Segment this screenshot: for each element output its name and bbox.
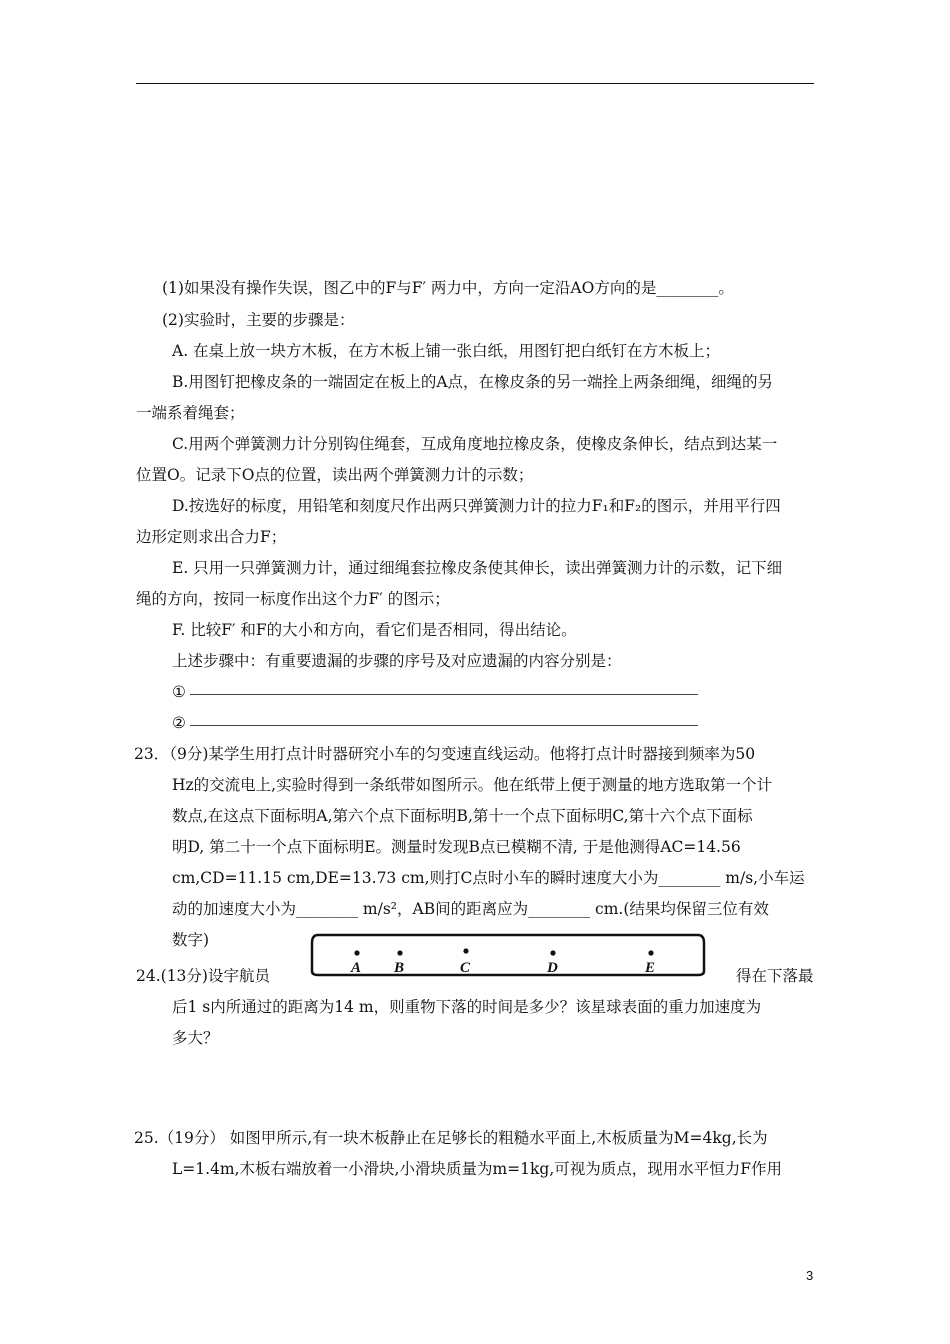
tape-label-e: E: [645, 960, 656, 976]
paper-tape-figure: [308, 929, 708, 979]
tape-dot-e: [648, 950, 653, 955]
q23-line1: 23．（9分)某学生用打点计时器研究小车的匀变速直线运动。他将打点计时器接到频率为50: [134, 745, 756, 763]
page-number: 3: [806, 1268, 814, 1283]
tape-right-edge: [698, 935, 704, 975]
tape-dot-c: [463, 948, 468, 953]
tape-dot-d: [550, 950, 555, 955]
q22-part2-title: (2)实验时，主要的步骤是：: [162, 311, 355, 329]
tape-label-b: B: [394, 960, 405, 976]
step-c-line1: C.用两个弹簧测力计分别钩住绳套，互成角度地拉橡皮条，使橡皮条伸长，结点到达某一: [172, 435, 778, 453]
tape-label-c: C: [460, 960, 471, 976]
step-d-line1: D.按选好的标度，用铅笔和刻度尺作出两只弹簧测力计的拉力F₁和F₂的图示，并用平行四: [172, 497, 781, 515]
q23-line6: 动的加速度大小为________ m/s²，AB间的距离应为________ cm.(结果均保留三位有效: [172, 900, 769, 918]
q23-line7: 数字): [172, 931, 210, 949]
q25-line1: 25.（19分） 如图甲所示,有一块木板静止在足够长的粗糙水平面上,木板质量为M=4kg,长为: [134, 1129, 768, 1147]
step-d-line2: 边形定则求出合力F；: [136, 528, 287, 546]
step-e-line2: 绳的方向，按同一标度作出这个力F′ 的图示；: [136, 590, 450, 608]
q23-line5: cm,CD=11.15 cm,DE=13.73 cm,则打C点时小车的瞬时速度大小为________ m/s,小车运: [172, 869, 805, 887]
q24-line3: 多大？: [172, 1029, 219, 1047]
answer-mark-1: ①: [172, 683, 186, 701]
tape-dot-b: [397, 950, 402, 955]
q22-part1: (1)如果没有操作失误，图乙中的F与F′ 两力中，方向一定沿AO方向的是________。: [162, 279, 734, 297]
tape-label-a: A: [351, 960, 362, 976]
answer-line-2[interactable]: [190, 725, 698, 726]
step-e-line1: E. 只用一只弹簧测力计，通过细绳套拉橡皮条使其伸长，读出弹簧测力计的示数，记下细: [172, 559, 783, 577]
step-f: F. 比较F′ 和F的大小和方向，看它们是否相同，得出结论。: [172, 621, 577, 639]
tape-label-d: D: [547, 960, 558, 976]
tape-left-edge: [312, 935, 318, 975]
tape-dot-a: [354, 950, 359, 955]
answer-mark-2: ②: [172, 714, 186, 732]
step-b-line1: B.用图钉把橡皮条的一端固定在板上的A点，在橡皮条的另一端拴上两条细绳，细绳的另: [172, 373, 774, 391]
answer-line-1[interactable]: [190, 694, 698, 695]
step-a: A. 在桌上放一块方木板，在方木板上铺一张白纸，用图钉把白纸钉在方木板上；: [172, 342, 721, 360]
q25-line2: L=1.4m,木板右端放着一小滑块,小滑块质量为m=1kg,可视为质点，现用水平恒力F作用: [172, 1160, 783, 1178]
step-b-line2: 一端系着绳套；: [136, 404, 245, 422]
q24-line1-start: 24.(13分)设宇航员: [136, 967, 270, 985]
step-c-line2: 位置O。记录下O点的位置，读出两个弹簧测力计的示数；: [136, 466, 534, 484]
q23-line2: Hz的交流电上,实验时得到一条纸带如图所示。他在纸带上便于测量的地方选取第一个计: [172, 776, 773, 794]
q24-line1-end: 得在下落最: [736, 967, 814, 985]
q23-line3: 数点,在这点下面标明A,第六个点下面标明B,第十一个点下面标明C,第十六个点下面标: [172, 807, 753, 825]
q24-line2: 后1 s内所通过的距离为14 m，则重物下落的时间是多少？该星球表面的重力加速度为: [172, 998, 762, 1016]
q23-line4: 明D, 第二十一个点下面标明E。测量时发现B点已模糊不清, 于是他测得AC=14.56: [172, 838, 741, 856]
q22-omission: 上述步骤中：有重要遗漏的步骤的序号及对应遗漏的内容分别是：: [172, 652, 622, 670]
header-rule: [136, 83, 814, 84]
